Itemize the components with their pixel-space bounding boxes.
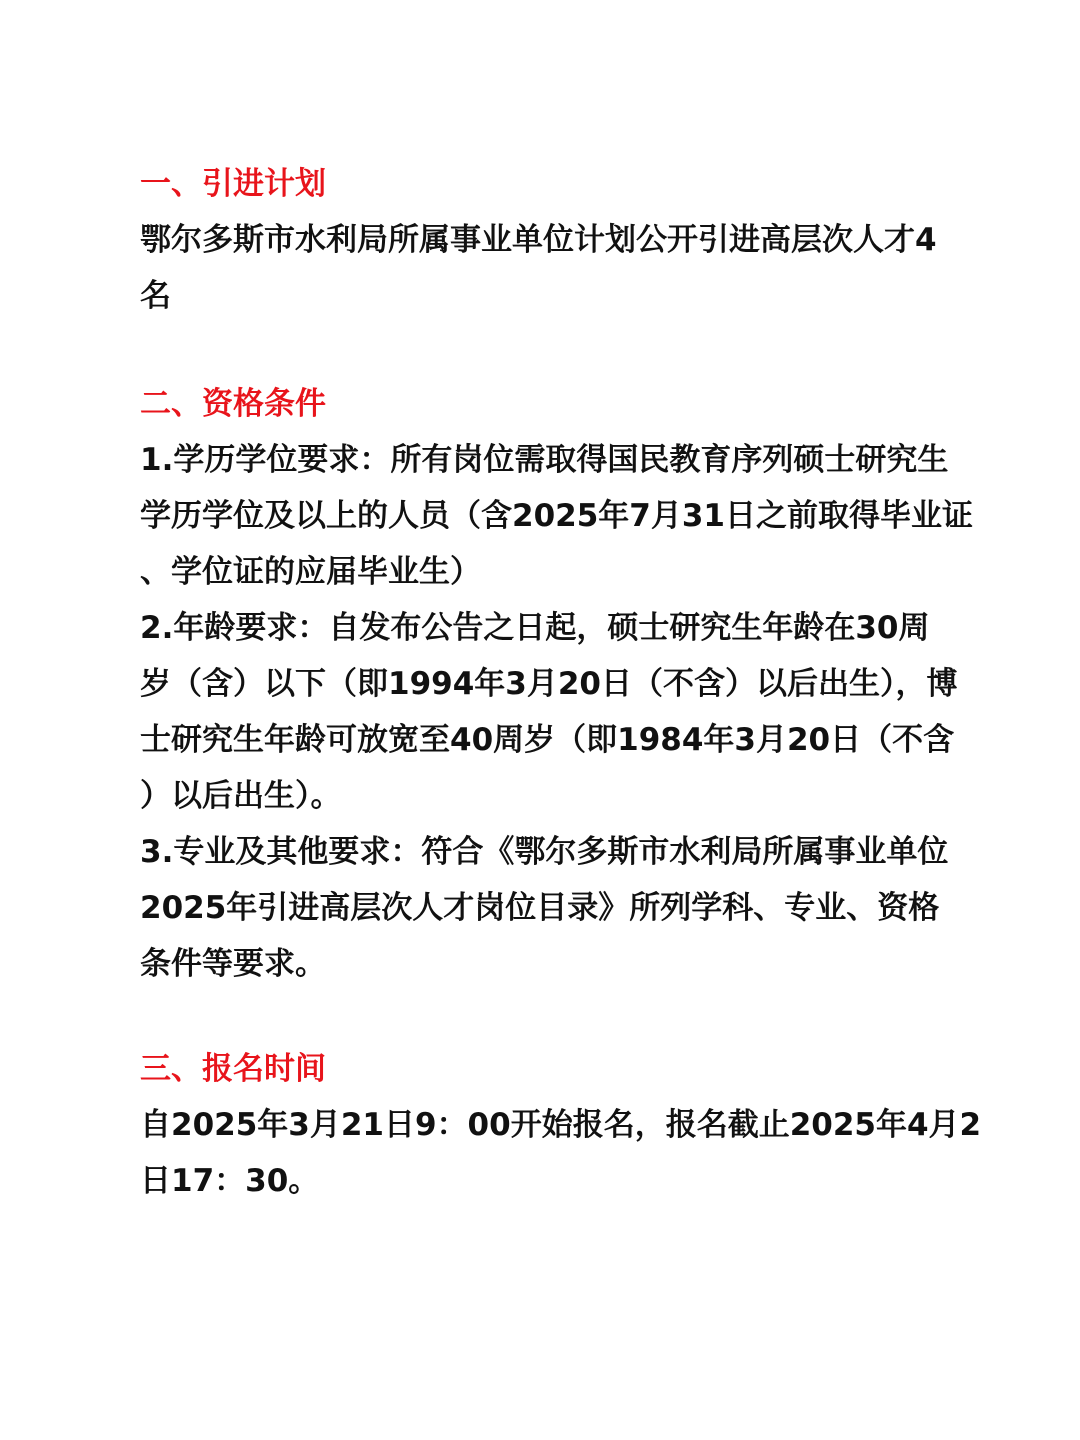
text-line: 、学位证的应届毕业生）: [140, 554, 481, 590]
text-line: 鄂尔多斯市水利局所属事业单位计划公开引进高层次人才4: [140, 222, 937, 258]
text-line: 自2025年3月21日9：00开始报名，报名截止2025年4月2: [140, 1107, 982, 1143]
text-line: 2.年龄要求：自发布公告之日起，硕士研究生年龄在30周: [140, 610, 930, 646]
text-line: 日17：30。: [140, 1163, 320, 1199]
text-line: 名: [140, 278, 171, 314]
text-line: 士研究生年龄可放宽至40周岁（即1984年3月20日（不含: [140, 722, 955, 758]
text-line: 1.学历学位要求：所有岗位需取得国民教育序列硕士研究生: [140, 442, 949, 478]
section-heading: 一、引进计划: [140, 166, 326, 202]
text-line: 2025年引进高层次人才岗位目录》所列学科、专业、资格: [140, 890, 940, 926]
section-qualifications: [140, 376, 973, 992]
section-heading: 二、资格条件: [140, 386, 326, 422]
text-line: ）以后出生）。: [140, 778, 342, 814]
text-line: 3.专业及其他要求：符合《鄂尔多斯市水利局所属事业单位: [140, 834, 949, 870]
text-line: 岁（含）以下（即1994年3月20日（不含）以后出生），博: [140, 666, 958, 702]
section-heading: 三、报名时间: [140, 1051, 326, 1087]
text-line: 学历学位及以上的人员（含2025年7月31日之前取得毕业证: [140, 498, 973, 534]
text-line: 条件等要求。: [140, 946, 326, 982]
section-registration-time: [140, 1041, 982, 1209]
section-recruitment-plan: [140, 156, 945, 324]
